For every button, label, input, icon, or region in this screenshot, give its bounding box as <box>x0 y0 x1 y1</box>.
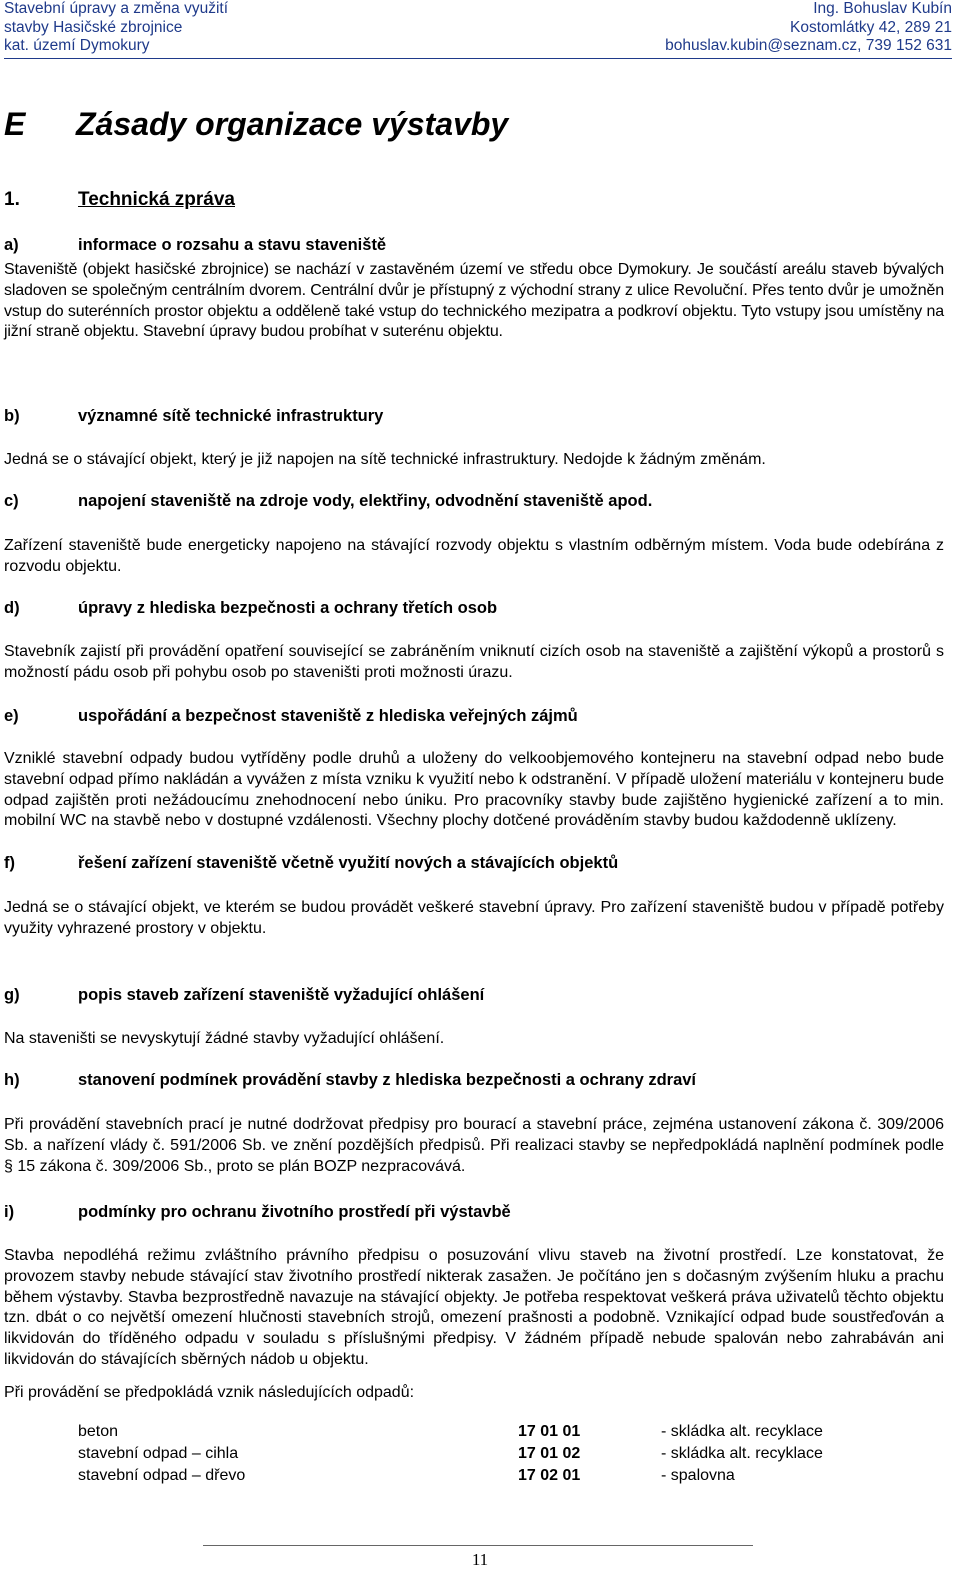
subsection-heading-g <box>4 985 484 1005</box>
header-project <box>4 0 228 56</box>
subsection-title: úpravy z hlediska bezpečnosti a ochrany třetích osob <box>78 599 498 617</box>
subsection-label: d) <box>4 599 20 617</box>
subsection-label: h) <box>4 1071 20 1089</box>
subsection-label: i) <box>4 1203 15 1221</box>
waste-code: 17 01 02 <box>518 1445 581 1462</box>
waste-disposal: - spalovna <box>661 1467 735 1484</box>
paragraph-f: Jedná se o stávající objekt, ve kterém se budou provádět veškeré stavební úpravy. Pro zařízení staveniště budou v případě potřeby využity vyhrazené prostory v objektu. <box>4 899 944 937</box>
subsection-heading-b <box>4 406 383 426</box>
paragraph-h: Při provádění stavebních prací je nutné dodržovat předpisy pro bourací a stavební práce, zejména ustanovení zákona č. 309/2006 Sb. a nařízení vlády č. 591/2006 Sb. ve znění pozdějších předpisů. Při realizaci stavby se nepředpokládá naplnění podmínek podle § 15 zákona č. 309/2006 Sb., proto se plán BOZP nezpracovává. <box>4 1116 944 1175</box>
subsection-label: f) <box>4 854 15 872</box>
header-project-line: stavby Hasičské zbrojnice <box>4 18 183 36</box>
header-divider <box>4 58 952 59</box>
header-project-line: kat. území Dymokury <box>4 37 150 54</box>
subsection-title: stanovení podmínek provádění stavby z hlediska bezpečnosti a ochrany zdraví <box>78 1071 697 1089</box>
subsection-label: b) <box>4 407 20 425</box>
waste-row <box>78 1421 938 1443</box>
waste-intro: Při provádění se předpokládá vznik následujících odpadů: <box>4 1384 415 1401</box>
subsection-label: g) <box>4 986 20 1004</box>
subsection-title: informace o rozsahu a stavu staveniště <box>78 236 387 254</box>
document-title-letter: E <box>4 106 26 142</box>
document-title <box>4 104 508 144</box>
subsection-title: napojení staveniště na zdroje vody, elektřiny, odvodnění staveniště apod. <box>78 492 653 510</box>
paragraph-a: Staveniště (objekt hasičské zbrojnice) se nachází v zastavěném území ve středu obce Dymokury. Je součástí areálu staveb bývalých sladoven se společným centrálním dvorem. Centrální dvůr je přístupný z východní strany z ulice Revoluční. Přes tento dvůr je umožněn vstup do suterénních prostor objektu a odděleně také vstup do technického mezipatra a podkroví objektu. Tyto vstupy jsou umístěny na jižní straně objektu. Stavební úpravy budou probíhat v suterénu objektu. <box>4 261 944 341</box>
section-heading <box>4 188 235 212</box>
subsection-heading-e <box>4 706 578 726</box>
subsection-heading-a <box>4 235 386 255</box>
waste-row <box>78 1465 938 1487</box>
waste-name: stavební odpad – cihla <box>78 1445 239 1462</box>
waste-table <box>78 1421 938 1487</box>
subsection-title: řešení zařízení staveniště včetně využití nových a stávajících objektů <box>78 854 619 872</box>
header-author-line: Ing. Bohuslav Kubín <box>813 0 952 17</box>
subsection-heading-f <box>4 853 618 873</box>
subsection-label: e) <box>4 707 19 725</box>
header-author-line: Kostomlátky 42, 289 21 <box>790 18 952 36</box>
document-title-text: Zásady organizace výstavby <box>76 106 509 142</box>
subsection-title: uspořádání a bezpečnost staveniště z hlediska veřejných zájmů <box>78 707 578 725</box>
paragraph-e: Vzniklé stavební odpady budou vytříděny podle druhů a uloženy do velkoobjemového kontejneru na stavební odpad nebo bude stavební odpad přímo nakládán a vyvážen z místa vzniku k využití nebo k odstranění. V případě uložení materiálu v kontejneru bude odpad zajištěn proti nežádoucímu znehodnocení nebo úniku. Pro pracovníky stavby bude zajištěno hygienické zařízení a to min. mobilní WC na stavbě nebo v dostupné vzdálenosti. Všechny plochy dotčené prováděním stavby budou každodenně uklízeny. <box>4 750 944 830</box>
header-author <box>665 0 952 56</box>
footer-divider <box>203 1545 753 1546</box>
waste-code: 17 02 01 <box>518 1467 581 1484</box>
header-author-line: bohuslav.kubin@seznam.cz, 739 152 631 <box>665 37 952 54</box>
waste-disposal: - skládka alt. recyklace <box>661 1423 823 1440</box>
page-number: 11 <box>471 1550 489 1569</box>
subsection-label: a) <box>4 236 19 254</box>
subsection-title: popis staveb zařízení staveniště vyžadující ohlášení <box>78 986 485 1004</box>
paragraph-g: Na staveništi se nevyskytují žádné stavby vyžadující ohlášení. <box>4 1030 445 1047</box>
section-number: 1. <box>4 189 20 210</box>
header-project-line: Stavební úpravy a změna využití <box>4 0 229 17</box>
section-title: Technická zpráva <box>78 189 236 210</box>
paragraph-d: Stavebník zajistí při provádění opatření související se zabráněním vniknutí cizích osob na staveniště a zajištění výkopů a prostorů s možností pádu osob při pohybu osob po staveništi proti možnosti úrazu. <box>4 643 944 681</box>
waste-code: 17 01 01 <box>518 1423 581 1440</box>
subsection-label: c) <box>4 492 19 510</box>
waste-disposal: - skládka alt. recyklace <box>661 1445 823 1462</box>
waste-name: stavební odpad – dřevo <box>78 1467 246 1484</box>
subsection-title: významné sítě technické infrastruktury <box>78 407 384 425</box>
subsection-heading-d <box>4 598 497 618</box>
waste-name: beton <box>78 1423 119 1440</box>
page-header <box>4 0 952 58</box>
paragraph-i: Stavba nepodléhá režimu zvláštního právního předpisu o posuzování vlivu staveb na životní prostředí. Lze konstatovat, že provozem stavby nebude stávající stav životního prostředí nikterak zasažen. Je počítáno jen s dočasným zvýšením hluku a prachu během výstavby. Stavba bezprostředně navazuje na stávající objekty. Je potřeba respektovat veškerá práva uživatelů těchto objektu tzn. dbát o co největší omezení hlučnosti stavebních strojů, omezení prašnosti a podobně. Vznikající odpad bude soustřeďován a likvidován do tříděného odpadu v souladu s příslušnými předpisy. V žádném případě nebude spalován nebo zahrabáván ani likvidován do stávajících sběrných nádob u objektu. <box>4 1247 944 1368</box>
subsection-title: podmínky pro ochranu životního prostředí při výstavbě <box>78 1203 511 1221</box>
subsection-heading-i <box>4 1202 511 1222</box>
paragraph-b: Jedná se o stávající objekt, který je již napojen na sítě technické infrastruktury. Nedojde k žádným změnám. <box>4 451 766 468</box>
subsection-heading-h <box>4 1070 696 1090</box>
subsection-heading-c <box>4 491 652 511</box>
paragraph-c: Zařízení staveniště bude energeticky napojeno na stávající rozvody objektu s vlastním odběrným místem. Voda bude odebírána z rozvodu objektu. <box>4 537 944 575</box>
waste-row <box>78 1443 938 1465</box>
